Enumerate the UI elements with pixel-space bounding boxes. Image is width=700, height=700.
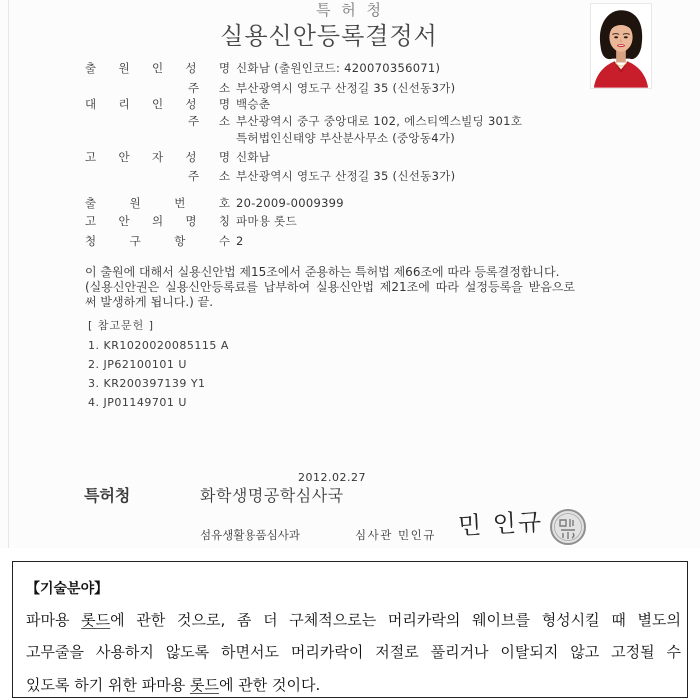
agent-name-row: [85, 97, 565, 111]
text-segment: 롯드: [189, 676, 219, 694]
applicant-photo: [590, 3, 652, 89]
text-segment: 에 관한 것이다.: [218, 676, 321, 694]
agency-header: 특 허 청: [315, 1, 384, 19]
reference-item: 2. JP62100101 U: [88, 358, 187, 371]
field-label: 고 안 의 명 칭: [85, 214, 230, 228]
agent-address-continuation-row: [85, 131, 565, 145]
text-segment: 고무줄을 사용하지 않도록 하면서도 머리카락이 저절로 풀리거나 이탈되지 않고 고정될 수: [26, 643, 681, 661]
claim-count-row: [85, 234, 565, 248]
field-value: 부산광역시 영도구 산정길 35 (신선동3가): [236, 81, 456, 95]
technical-field-line: [26, 610, 681, 630]
examination-bureau: 화학생명공학심사국: [200, 486, 344, 505]
document-title: 실용신안등록결정서: [220, 22, 438, 50]
text-segment: 있도록 하기 위한 파마용: [26, 676, 190, 694]
field-value: 2: [236, 234, 244, 248]
field-label: 출 원 인 성 명: [85, 61, 230, 75]
field-value: 파마용 롯드: [236, 214, 297, 228]
reference-item: 4. JP01149701 U: [88, 396, 187, 409]
applicant-name-row: [85, 61, 565, 75]
creator-name-row: [85, 150, 565, 164]
device-title-row: [85, 214, 565, 228]
examination-division: 섬유생활용품심사과: [200, 528, 300, 542]
field-label: 고 안 자 성 명: [85, 150, 230, 164]
technical-field-box: [12, 561, 688, 698]
reference-item: 1. KR1020020085115 A: [88, 339, 229, 352]
field-label: 주 소: [188, 169, 230, 183]
technical-field-heading: 【기술분야】: [26, 581, 109, 597]
applicant-address-row: [85, 81, 565, 95]
application-number-row: [85, 196, 565, 210]
field-label: 대 리 인 성 명: [85, 97, 230, 111]
field-value: 부산광역시 영도구 산정길 35 (신선동3가): [236, 169, 456, 183]
decision-text-line: (실용신안권은 실용신안등록료를 납부하여 실용신안법 제21조에 따라 설정등록을 받음으로: [85, 280, 575, 294]
field-value: 백승춘: [236, 97, 271, 111]
references-heading: [ 참고문헌 ]: [88, 319, 155, 332]
text-segment: 파마용: [26, 611, 82, 629]
field-value: 부산광역시 중구 중앙대로 102, 에스티엑스빌딩 301호: [236, 114, 523, 128]
field-label: 주 소: [188, 114, 230, 128]
reference-item: 3. KR200397139 Y1: [88, 377, 206, 390]
field-value: 신화남 (출원인코드: 420070356071): [236, 61, 441, 75]
field-label: 주 소: [188, 81, 230, 95]
field-value: 신화남: [236, 150, 271, 164]
issuing-office: 특허청: [84, 486, 131, 505]
agent-address-row: [85, 114, 565, 128]
technical-field-line: [26, 675, 681, 695]
field-label: 출 원 번 호: [85, 196, 230, 210]
official-seal: [549, 508, 587, 546]
examiner-signature: 민 인규: [457, 507, 544, 541]
text-segment: 에 관한 것으로, 좀 더 구체적으로는 머리카락의 웨이브를 형성시킬 때 별도의: [110, 611, 681, 629]
text-segment: 롯드: [81, 611, 111, 629]
field-label: 청 구 항 수: [85, 234, 230, 248]
field-value: 특허법인신태양 부산분사무소 (중앙동4가): [236, 131, 456, 145]
field-value: 20-2009-0009399: [236, 196, 344, 210]
decision-text-line: 이 출원에 대해서 실용신안법 제15조에서 준용하는 특허법 제66조에 따라 등록결정합니다.: [85, 265, 560, 279]
decision-text-line: 써 발생하게 됩니다.) 끝.: [85, 295, 214, 309]
decision-date: 2012.02.27: [298, 471, 366, 484]
examiner-name: 심사관 민인규: [355, 528, 436, 542]
creator-address-row: [85, 169, 565, 183]
technical-field-line: [26, 642, 681, 662]
